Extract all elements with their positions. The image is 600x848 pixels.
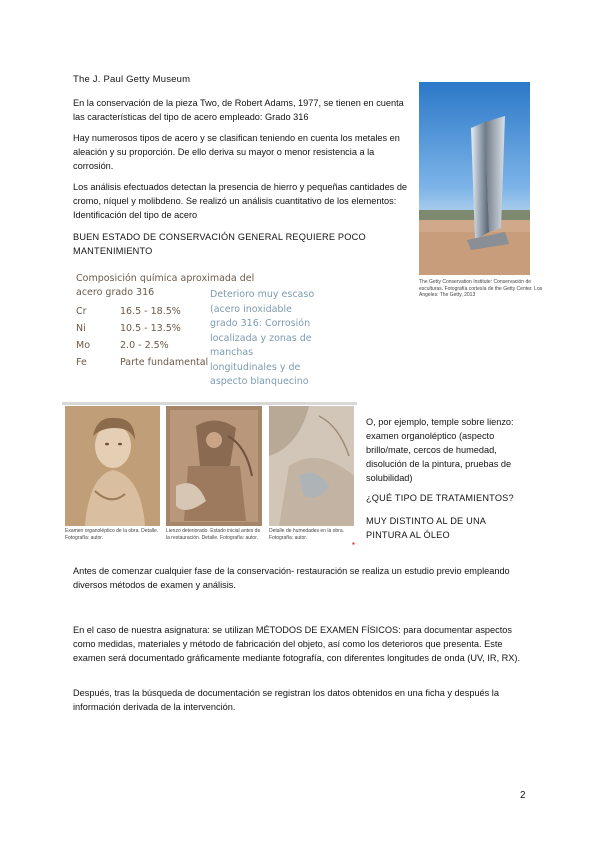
page-number: 2 [520, 790, 526, 801]
painting-photo-2 [166, 406, 262, 526]
painting-caption-3: Detalle de humedades en la obra. Fotografía: autor. [269, 528, 345, 541]
painting-photo-3 [269, 406, 354, 526]
painting-caption-2: Lienzo deteriorado. Estado inicial antes de la restauración. Detalle. Fotografía: autor. [166, 528, 261, 541]
painting-face-illustration [65, 406, 160, 526]
red-mark-icon: ▪ [352, 539, 355, 548]
intro-paragraph-1: En la conservación de la pieza Two, de Robert Adams, 1977, se tienen en cuenta las características del tipo de acero empleado: Grado 316 [73, 98, 404, 122]
composition-row: Mo 2.0 - 2.5% [76, 340, 169, 351]
body-paragraph-6: En el caso de nuestra asignatura: se utilizan MÉTODOS DE EXAMEN FÍSICOS: para documentar aspectos como medidas, materiales y método de fabricación del objeto, así como los deterioros que presenta. Este examen será documentado gráficamente mediante fotografía, con diferentes longitudes de onda (UV, IR, RX). [73, 625, 521, 663]
body-paragraph-5: Antes de comenzar cualquier fase de la conservación- restauración se realiza un estudio previo empleando diversos métodos de examen y análisis. [73, 566, 510, 590]
paintings-question: ¿QUÉ TIPO DE TRATAMIENTOS? [366, 493, 514, 503]
composition-row: Ni 10.5 - 13.5% [76, 323, 181, 334]
paintings-answer: MUY DISTINTO AL DE UNA PINTURA AL ÓLEO [366, 516, 486, 540]
composition-heading-1: Composición química aproximada del [76, 273, 255, 284]
sculpture-caption: The Getty Conservation Institute: Conservación de esculturas. Fotografía cortesía de the Getty Center. Los Angeles: The Getty, 2013 [419, 279, 543, 298]
composition-note: Deterioro muy escaso (acero inoxidable grado 316: Corrosión localizada y zonas de manchas longitudinales y de aspecto blanquecino [210, 289, 315, 387]
water-damage-illustration [269, 406, 354, 526]
sculpture-illustration [419, 82, 530, 275]
composition-table [73, 271, 318, 387]
sculpture-photo [419, 82, 530, 275]
painting-caption-1: Examen organoléptico de la obra. Detalle. Fotografía: autor. [65, 528, 159, 541]
intro-paragraph-2: Hay numerosos tipos de acero y se clasifican teniendo en cuenta los metales en aleación y su proporción. De ello deriva su mayor o menor resistencia a la corrosión. [73, 133, 400, 171]
paintings-side-text: O, por ejemplo, temple sobre lienzo: examen organoléptico (aspecto brillo/mate, cercos de humedad, disolución de la pintura, pruebas de solubilidad) [366, 417, 514, 483]
image-strip-top-border [62, 402, 357, 405]
composition-row: Cr 16.5 - 18.5% [76, 306, 181, 317]
intro-paragraph-4: BUEN ESTADO DE CONSERVACIÓN GENERAL REQUIERE POCO MANTENIMIENTO [73, 232, 366, 256]
damaged-canvas-illustration [166, 406, 262, 526]
intro-paragraph-3: Los análisis efectuados detectan la presencia de hierro y pequeñas cantidades de cromo, níquel y molibdeno. Se realizó un análisis cuantitativo de los elementos: Identificación del tipo de acero [73, 182, 408, 220]
page-header: The J. Paul Getty Museum [73, 74, 191, 85]
composition-row: Fe Parte fundamental [76, 357, 209, 368]
composition-heading-2: acero grado 316 [76, 287, 155, 298]
composition-rows [76, 306, 208, 374]
body-paragraph-7: Después, tras la búsqueda de documentación se registran los datos obtenidos en una ficha y después la información derivada de la intervención. [73, 688, 499, 712]
painting-photo-1 [65, 406, 160, 526]
